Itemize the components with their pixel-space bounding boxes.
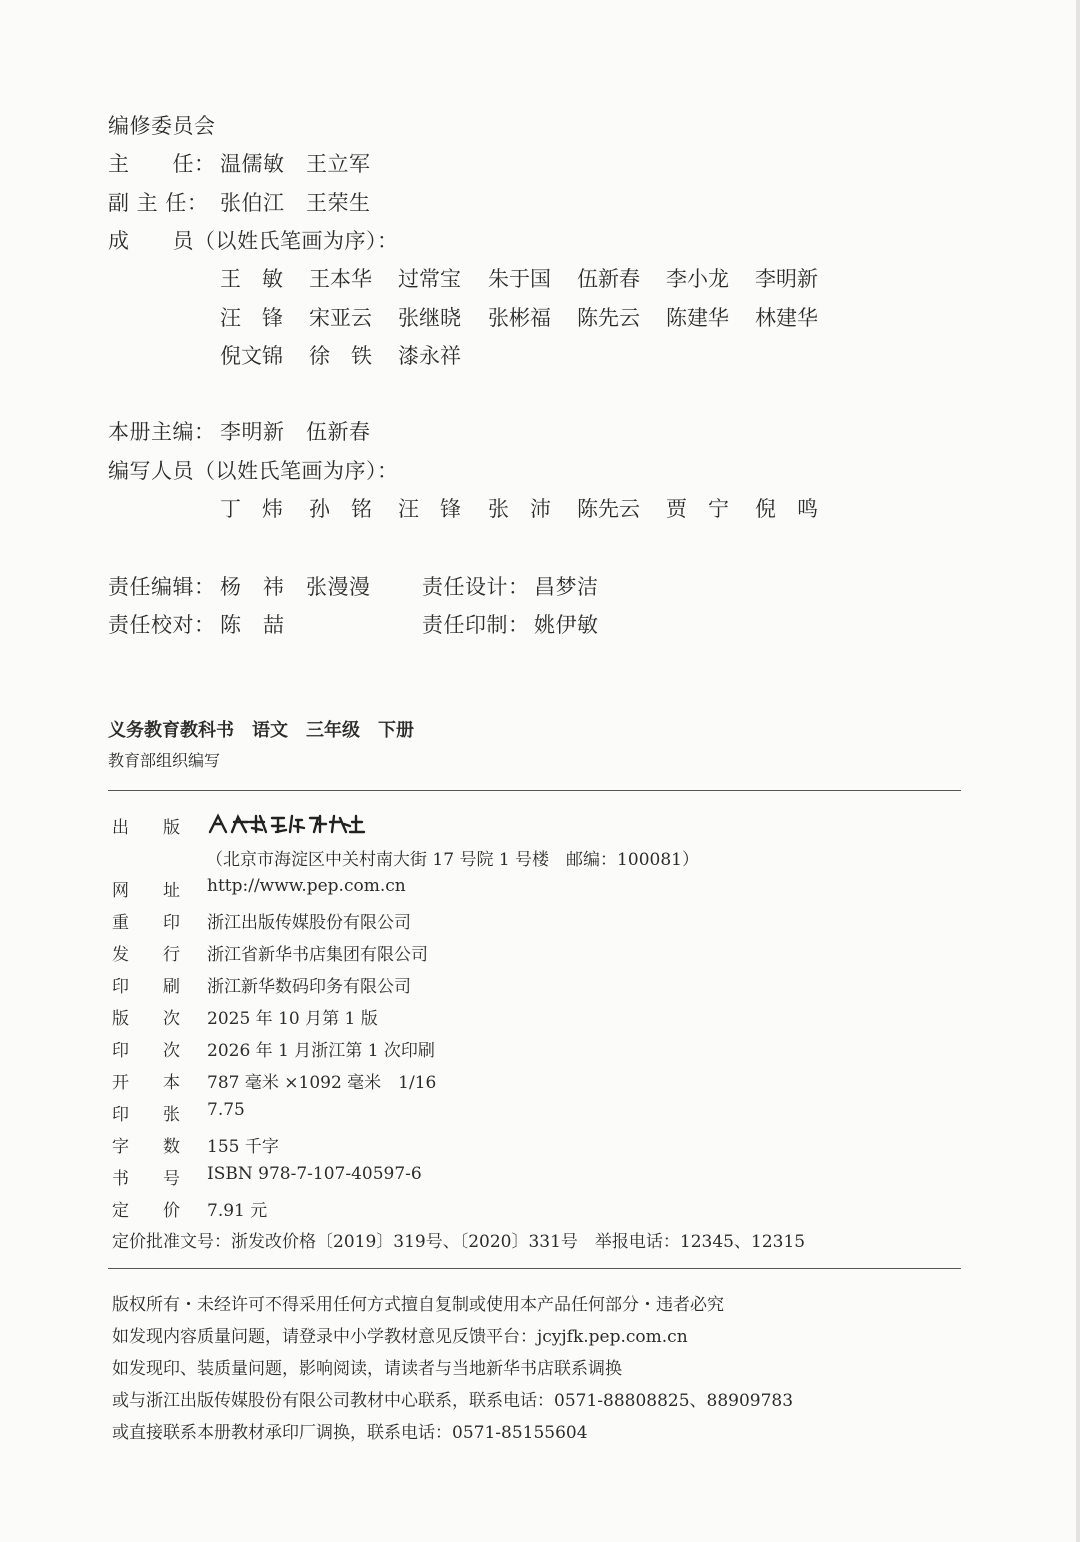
book-title: 义务教育教科书 语文 三年级 下册 [108, 720, 414, 741]
committee-member: 伍新春 [577, 267, 640, 291]
publication-row-label: 字 数 [112, 1137, 180, 1157]
publication-row-value: 155 千字 [207, 1137, 279, 1157]
publication-row-value: 7.91 元 [207, 1201, 268, 1221]
publication-row-value: 2025 年 10 月第 1 版 [207, 1009, 378, 1029]
committee-member: 陈先云 [577, 306, 640, 330]
resp-proof: 陈 喆 [220, 613, 285, 637]
page-edge-shadow [1076, 0, 1080, 1542]
committee-member: 徐 铁 [309, 344, 372, 368]
writer: 孙 铭 [309, 497, 372, 521]
committee-member: 漆永祥 [398, 344, 461, 368]
writer: 丁 炜 [220, 497, 283, 521]
publication-row-value: 浙江新华数码印务有限公司 [207, 977, 411, 997]
price-approval: 定价批准文号：浙发改价格〔2019〕319号、〔2020〕331号 举报电话：12345、12315 [112, 1232, 806, 1252]
publication-row-value: 浙江出版传媒股份有限公司 [207, 913, 411, 933]
committee-member: 张继晓 [398, 306, 461, 330]
publication-row-value: 2026 年 1 月浙江第 1 次印刷 [207, 1041, 435, 1061]
resp-editor: 杨 祎 张漫漫 [220, 575, 371, 599]
resp-design-label: 责任设计： [422, 575, 530, 599]
chief-editor-label: 本册主编： [108, 420, 216, 444]
resp-editor-label: 责任编辑： [108, 575, 216, 599]
publication-row-value: ISBN 978-7-107-40597-6 [207, 1164, 422, 1184]
book-compiler: 教育部组织编写 [108, 751, 221, 770]
publisher-address: （北京市海淀区中关村南大街 17 号院 1 号楼 邮编：100081） [206, 850, 699, 870]
deputy-names: 张伯江 王荣生 [220, 191, 371, 215]
committee-member: 王本华 [309, 267, 372, 291]
publication-row-label: 网 址 [112, 881, 180, 901]
notice-line: 或与浙江出版传媒股份有限公司教材中心联系，联系电话：0571-88808825、88909783 [112, 1391, 794, 1411]
publisher-logo [206, 812, 366, 836]
deputy-label: 副 主 任： [108, 191, 209, 215]
committee-member: 陈建华 [666, 306, 729, 330]
publication-row-label: 定 价 [112, 1201, 180, 1221]
publication-row-label: 印 刷 [112, 977, 180, 997]
committee-member: 林建华 [755, 306, 818, 330]
publication-row-label: 印 次 [112, 1041, 180, 1061]
members-label: 成 员（以姓氏笔画为序）： [108, 229, 399, 253]
publication-row-value: 787 毫米 ×1092 毫米 1/16 [207, 1073, 437, 1093]
publication-row-label: 发 行 [112, 945, 180, 965]
publisher-logo-svg [206, 812, 366, 836]
divider-bottom [108, 1268, 961, 1269]
committee-member: 朱于国 [488, 267, 551, 291]
notice-line: 如发现印、装质量问题，影响阅读，请读者与当地新华书店联系调换 [112, 1359, 622, 1379]
committee-member: 张彬福 [488, 306, 551, 330]
publication-row-value: 浙江省新华书店集团有限公司 [207, 945, 428, 965]
committee-member: 倪文锦 [220, 344, 283, 368]
resp-print-label: 责任印制： [422, 613, 530, 637]
committee-member: 过常宝 [398, 267, 461, 291]
committee-member: 李小龙 [666, 267, 729, 291]
publication-row-label: 重 印 [112, 913, 180, 933]
publication-row-label: 开 本 [112, 1073, 180, 1093]
notice-line: 版权所有・未经许可不得采用任何方式擅自复制或使用本产品任何部分・违者必究 [112, 1295, 724, 1315]
writer: 张 沛 [488, 497, 551, 521]
notice-line: 如发现内容质量问题，请登录中小学教材意见反馈平台：jcyjfk.pep.com.cn [112, 1327, 688, 1347]
notice-line: 或直接联系本册教材承印厂调换，联系电话：0571-85155604 [112, 1423, 588, 1443]
divider-top [108, 790, 961, 791]
writer: 倪 鸣 [755, 497, 818, 521]
resp-print: 姚伊敏 [534, 613, 599, 637]
writer: 汪 锋 [398, 497, 461, 521]
publication-row-value: 7.75 [207, 1100, 245, 1120]
writer: 贾 宁 [666, 497, 729, 521]
publication-row-label: 书 号 [112, 1169, 180, 1189]
publisher-label: 出 版 [112, 818, 180, 838]
chief-editor-names: 李明新 伍新春 [220, 420, 371, 444]
committee-member: 汪 锋 [220, 306, 283, 330]
publication-row-value: http://www.pep.com.cn [207, 876, 406, 896]
writers-label: 编写人员（以姓氏笔画为序）： [108, 459, 399, 483]
director-label: 主 任： [108, 152, 216, 176]
resp-design: 昌梦洁 [534, 575, 599, 599]
resp-proof-label: 责任校对： [108, 613, 216, 637]
committee-member: 宋亚云 [309, 306, 372, 330]
committee-title: 编修委员会 [108, 114, 216, 138]
director-names: 温儒敏 王立军 [220, 152, 371, 176]
committee-member: 王 敏 [220, 267, 283, 291]
committee-member: 李明新 [755, 267, 818, 291]
publication-row-label: 印 张 [112, 1105, 180, 1125]
publication-row-label: 版 次 [112, 1009, 180, 1029]
writer: 陈先云 [577, 497, 640, 521]
